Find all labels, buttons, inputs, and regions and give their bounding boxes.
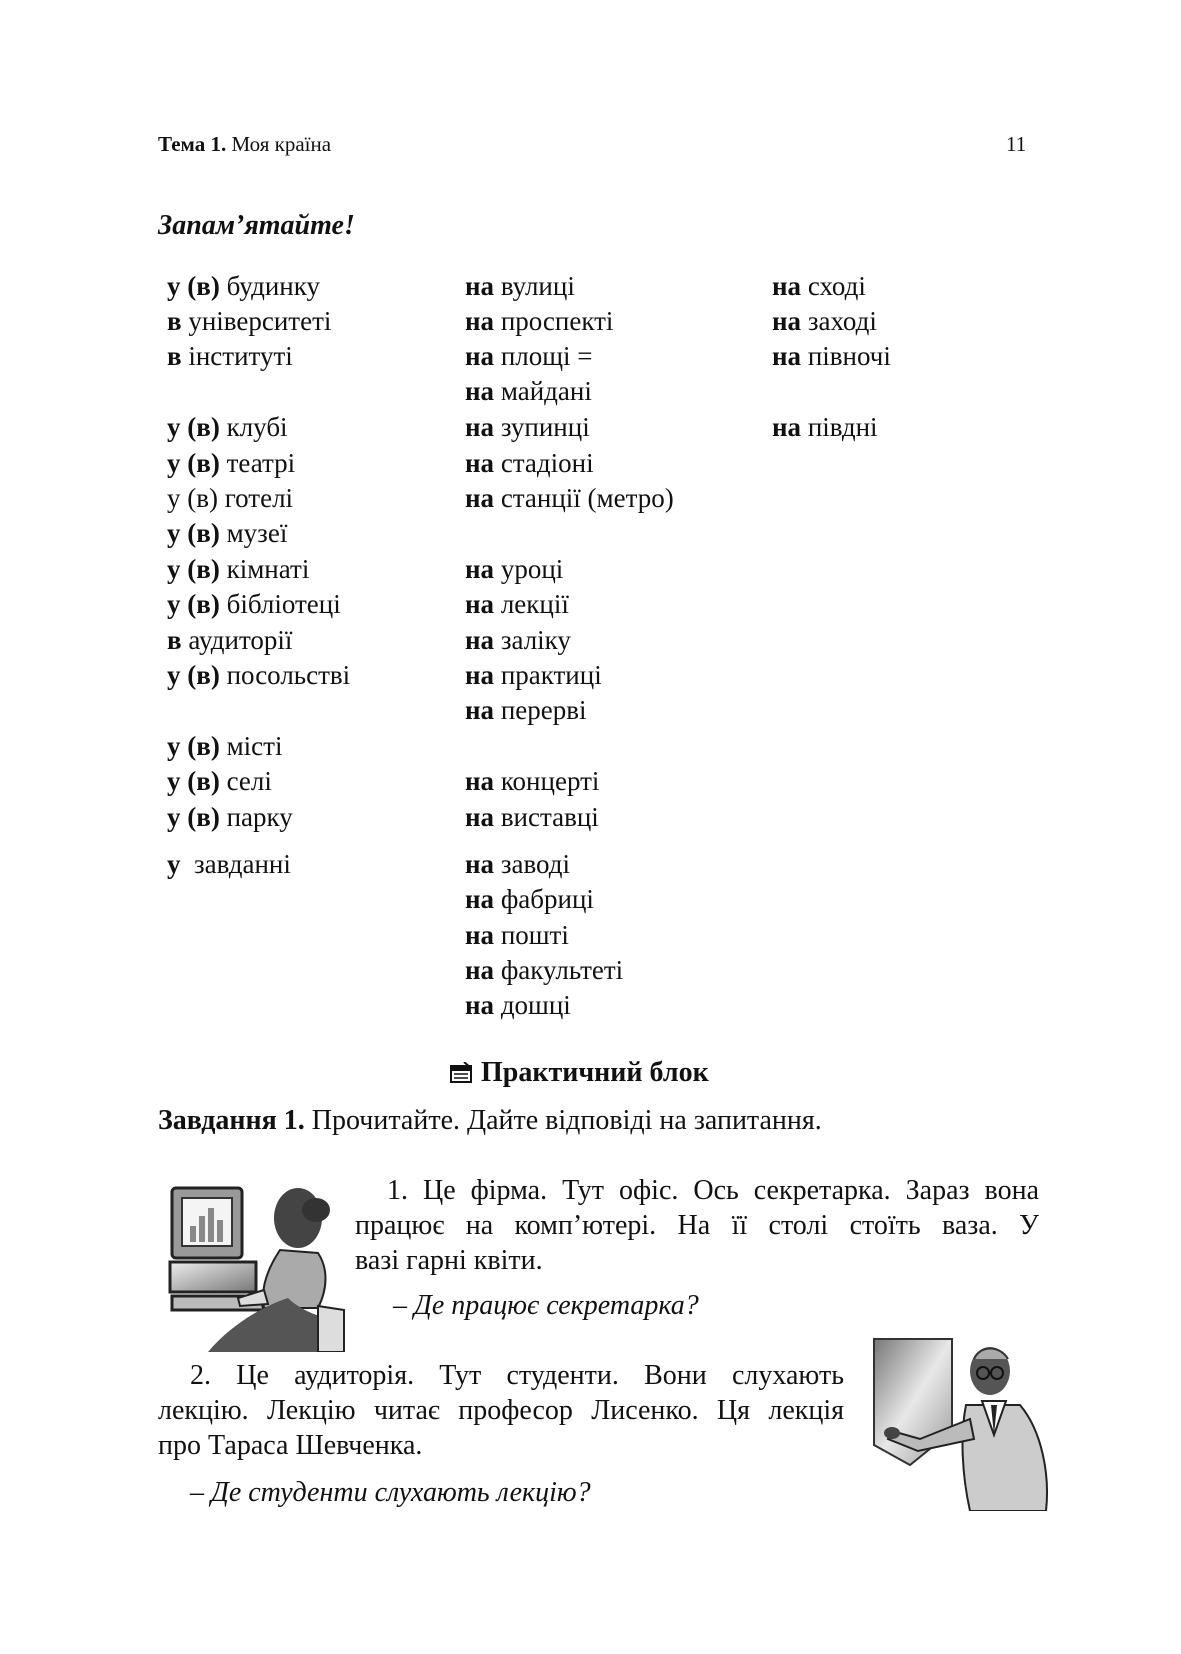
running-header: [158, 132, 331, 157]
task-text: Прочитайте. Дайте відповіді на запитання.: [304, 1105, 822, 1136]
word-item: на проспекті: [465, 306, 614, 336]
word-item: у (в) місті: [167, 731, 283, 761]
task-heading: [158, 1105, 822, 1137]
word-item: у (в) театрі: [167, 448, 296, 478]
question-1: – Де працює секретарка?: [393, 1290, 699, 1321]
reading-text-2: [158, 1358, 844, 1463]
word-item: у (в) музеї: [167, 518, 288, 548]
word-item: на перерві: [465, 695, 587, 725]
word-item: на уроці: [465, 554, 564, 584]
word-item: на півдні: [772, 412, 878, 442]
secretary-at-computer-illustration: [168, 1178, 346, 1352]
word-item: у (в) селі: [167, 766, 272, 796]
word-item: на вулиці: [465, 271, 575, 301]
word-item: на заліку: [465, 625, 571, 655]
word-item: на зупинці: [465, 412, 590, 442]
word-item: на майдані: [465, 376, 592, 406]
word-item: в аудиторії: [167, 625, 293, 655]
word-item: на лекції: [465, 589, 569, 619]
text-line: 2. Це аудиторія. Тут студенти. Вони слухають: [190, 1360, 844, 1391]
word-item: в університеті: [167, 306, 332, 336]
text-line: про Тараса Шевченка.: [158, 1430, 423, 1461]
word-item: на практиці: [465, 660, 602, 690]
word-item: на сході: [772, 271, 866, 301]
word-item: на пошті: [465, 920, 569, 950]
word-item: на факультеті: [465, 955, 624, 985]
word-item: на станції (метро): [465, 483, 674, 513]
reading-text-1: [355, 1173, 1039, 1278]
word-item: в інституті: [167, 341, 293, 371]
practical-block-heading: [449, 1057, 709, 1089]
word-item: на виставці: [465, 802, 599, 832]
text-line: працює на комп’ютері. На її столі стоїть ваза. У: [355, 1210, 1039, 1241]
notebook-icon: [449, 1062, 473, 1084]
word-item: у (в) посольстві: [167, 660, 351, 690]
text-line: вазі гарні квіти.: [355, 1245, 543, 1276]
word-item: на стадіоні: [465, 448, 594, 478]
word-item: у (в) готелі: [167, 483, 294, 513]
word-item: на площі =: [465, 341, 593, 371]
word-item: у (в) кімнаті: [167, 554, 310, 584]
word-item: на півночі: [772, 341, 891, 371]
word-item: у (в) будинку: [167, 271, 320, 301]
topic-title: Моя країна: [231, 132, 332, 156]
word-item: у (в) бібліотеці: [167, 589, 341, 619]
word-item: на фабриці: [465, 884, 594, 914]
word-item: у (в) парку: [167, 802, 293, 832]
remember-heading: Запам’ятайте!: [158, 210, 355, 241]
word-item: у завданні: [167, 849, 291, 879]
page-number: 11: [1006, 132, 1027, 156]
word-item: на концерті: [465, 766, 600, 796]
professor-lecturing-illustration: [870, 1335, 1058, 1511]
word-item: на заводі: [465, 849, 570, 879]
practical-block-title: Практичний блок: [481, 1057, 709, 1088]
topic-number: Тема 1.: [158, 132, 227, 156]
task-label: Завдання 1.: [158, 1105, 305, 1136]
question-2: – Де студенти слухають лекцію?: [190, 1477, 591, 1508]
text-line: лекцію. Лекцію читає професор Лисенко. Ця лекція: [158, 1395, 844, 1426]
word-item: на дошці: [465, 990, 571, 1020]
word-item: на заході: [772, 306, 877, 336]
word-item: у (в) клубі: [167, 412, 288, 442]
text-line: 1. Це фірма. Тут офіс. Ось секретарка. Зараз вона: [387, 1175, 1039, 1206]
